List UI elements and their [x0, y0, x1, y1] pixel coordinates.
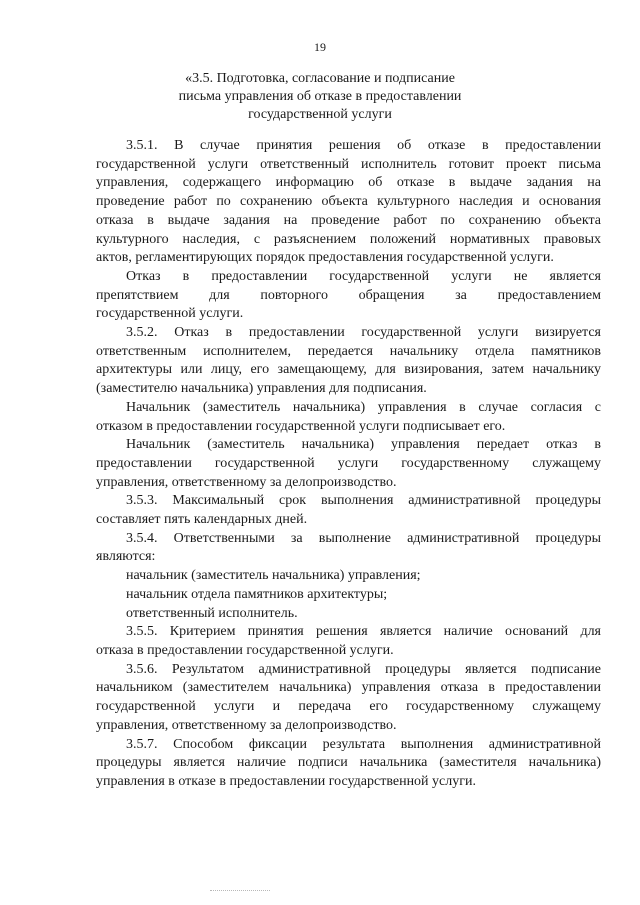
text-line: проведение работ по сохранению объекта культурного наследия и основания: [96, 194, 601, 210]
text-line: государственной услуги.: [96, 306, 244, 322]
paragraph: [96, 399, 601, 436]
text-line: отказа в выдаче задания на проведение работ по сохранению объекта: [96, 212, 601, 228]
text-line: 3.5.4. Ответственными за выполнение административной процедуры: [126, 530, 601, 546]
text-line: процедуры является наличие подписи начальника (заместителя начальника): [96, 755, 601, 771]
text-line: культурного наследия, с разъяснением положений нормативных правовых: [96, 231, 601, 247]
section-heading: [150, 70, 490, 124]
heading-line: государственной услуги: [248, 107, 392, 122]
paragraph: [96, 436, 601, 492]
text-line: управления, ответственному за делопроизводство.: [96, 717, 397, 733]
paragraph: [96, 324, 601, 399]
text-line: государственной услуги ответственный исполнитель готовит проект письма: [96, 156, 601, 172]
text-line: начальником (заместителем начальника) управления отказа в предоставлении: [96, 680, 601, 696]
text-line: управления в отказе в предоставлении государственной услуги.: [96, 773, 476, 789]
text-line: составляет пять календарных дней.: [96, 512, 308, 528]
paragraph: [96, 661, 601, 736]
text-line: являются:: [96, 549, 156, 565]
list-item: начальник отдела памятников архитектуры;: [126, 586, 388, 602]
text-line: ответственным исполнителем, передается начальнику отдела памятников: [96, 343, 601, 359]
text-line: 3.5.6. Результатом административной процедуры является подписание: [126, 661, 601, 677]
body-text: [96, 137, 601, 792]
text-line: (заместителю начальника) управления для подписания.: [96, 381, 427, 397]
paragraph: [96, 530, 601, 567]
paragraph: [96, 492, 601, 529]
heading-line: письма управления об отказе в предоставлении: [178, 89, 462, 104]
list-item: ответственный исполнитель.: [126, 605, 298, 621]
paragraph: [96, 137, 601, 268]
text-line: 3.5.5. Критерием принятия решения является наличие оснований для: [126, 624, 601, 640]
heading-line: «3.5. Подготовка, согласование и подписание: [185, 71, 455, 86]
text-line: Начальник (заместитель начальника) управления в случае согласия с: [126, 399, 601, 415]
text-line: 3.5.2. Отказ в предоставлении государственной услуги визируется: [126, 325, 601, 341]
scan-artifact: [210, 890, 270, 895]
paragraph: [96, 268, 601, 324]
text-line: 3.5.3. Максимальный срок выполнения административной процедуры: [126, 493, 601, 509]
list-block: [96, 567, 601, 623]
text-line: предоставлении государственной услуги государственному служащему: [96, 455, 601, 471]
text-line: архитектуры или лицу, его замещающему, для визирования, затем начальнику: [96, 362, 601, 378]
text-line: актов, регламентирующих порядок предоставления государственной услуги.: [96, 250, 554, 266]
text-line: управления, ответственному за делопроизводство.: [96, 474, 397, 490]
text-line: государственной услуги и передача его государственному служащему: [96, 699, 601, 715]
text-line: препятствием для повторного обращения за предоставлением: [96, 287, 601, 303]
text-line: 3.5.7. Способом фиксации результата выполнения административной: [126, 736, 601, 752]
paragraph: [96, 623, 601, 660]
page-number: 19: [314, 40, 326, 54]
text-line: Начальник (заместитель начальника) управления передает отказ в: [126, 437, 601, 453]
text-line: управления, содержащего информацию об отказе в выдаче задания на: [96, 175, 601, 191]
text-line: отказа в предоставлении государственной услуги.: [96, 642, 394, 658]
text-line: отказом в предоставлении государственной услуги подписывает его.: [96, 418, 506, 434]
text-line: Отказ в предоставлении государственной услуги не является: [126, 268, 601, 284]
list-item: начальник (заместитель начальника) управления;: [126, 568, 421, 584]
text-line: 3.5.1. В случае принятия решения об отказе в предоставлении: [126, 138, 601, 153]
paragraph: [96, 736, 601, 792]
